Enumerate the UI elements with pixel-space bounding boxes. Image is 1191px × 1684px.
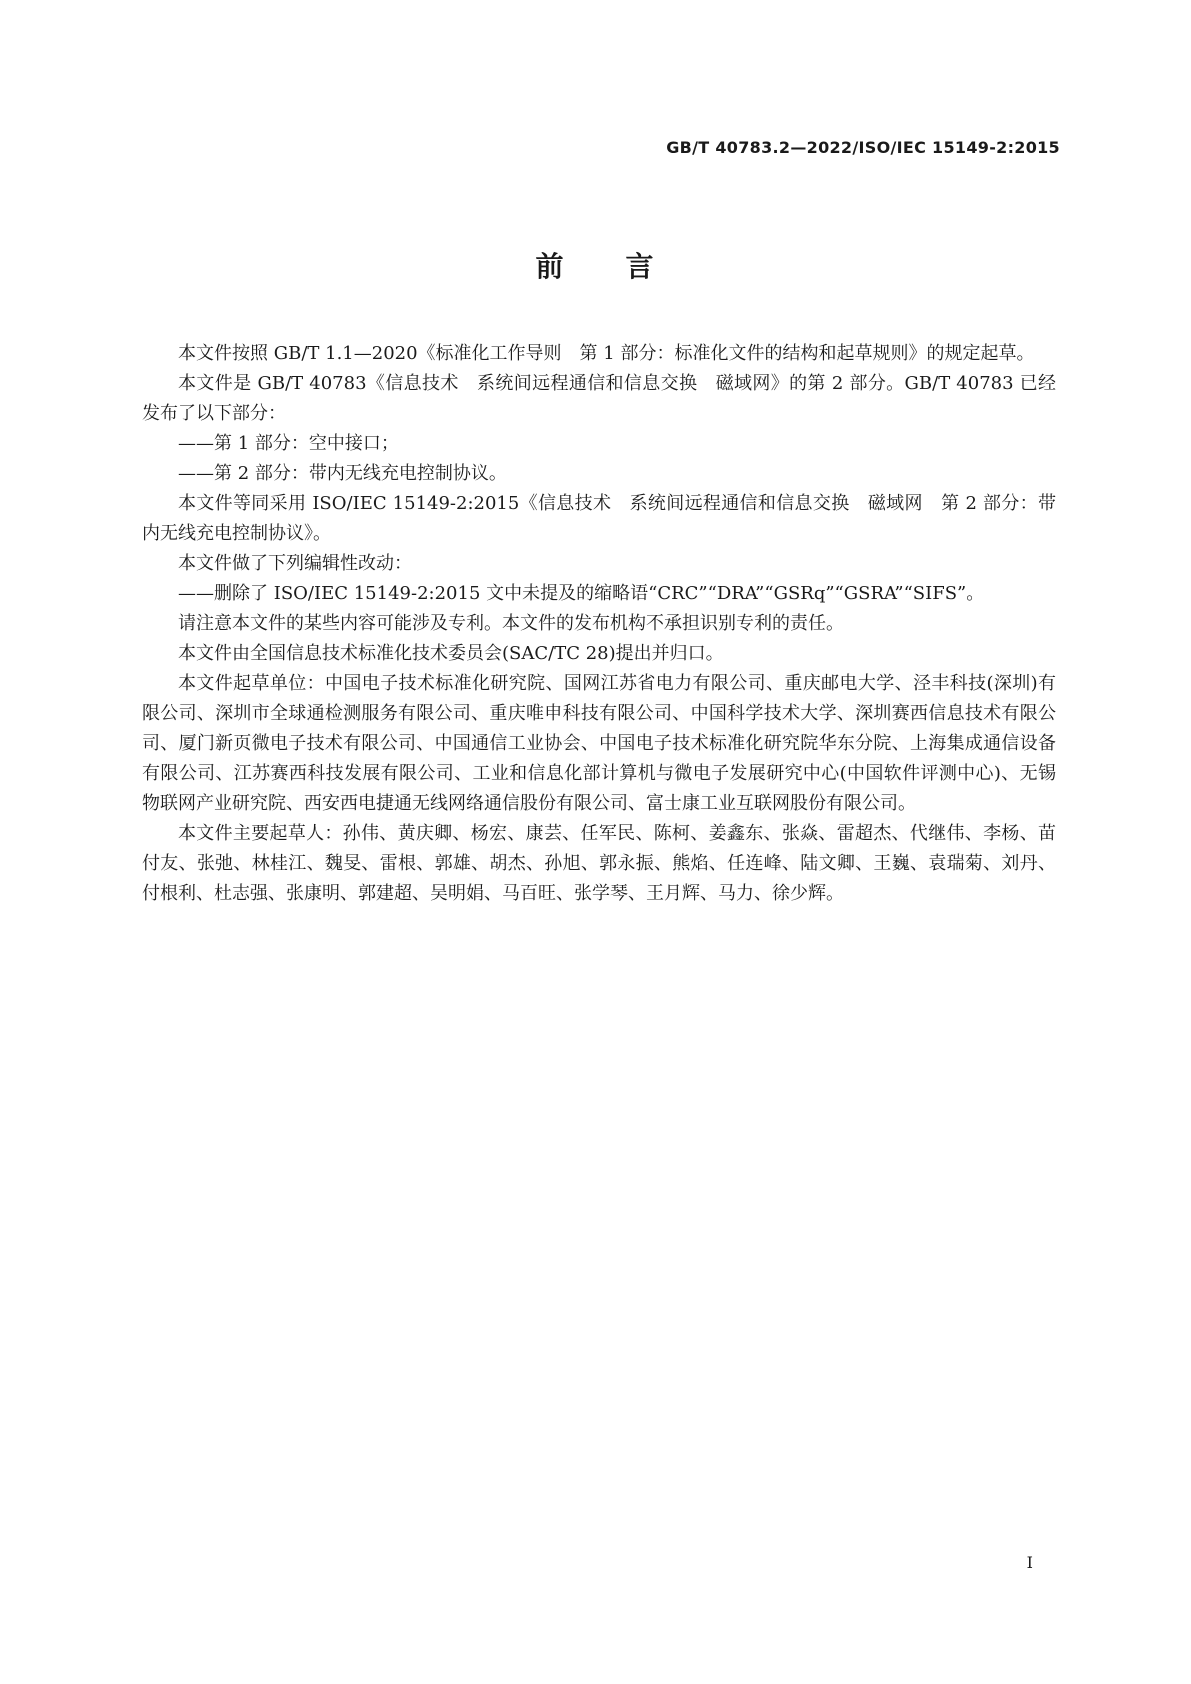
paragraph-drafting-rules: 本文件按照 GB/T 1.1—2020《标准化工作导则 第 1 部分：标准化文件的结构和起草规则》的规定起草。 xyxy=(178,343,1035,364)
list-item-part-1: ——第 1 部分：空中接口； xyxy=(178,433,399,454)
standard-number: GB/T 40783.2—2022/ISO/IEC 15149-2:2015 xyxy=(666,138,1060,157)
paragraph-proposer: 本文件由全国信息技术标准化技术委员会(SAC/TC 28)提出并归口。 xyxy=(178,643,724,664)
paragraph-drafting-units: 本文件起草单位：中国电子技术标准化研究院、国网江苏省电力有限公司、重庆邮电大学、泾丰科技(深圳)有限公司、深圳市全球通检测服务有限公司、重庆唯申科技有限公司、中国科学技术大学、深圳赛西信息技术有限公司、厦门新页微电子技术有限公司、中国通信工业协会、中国电子技术标准化研究院华东分院、上海集成通信设备有限公司、江苏赛西科技发展有限公司、工业和信息化部计算机与微电子发展研究中心(中国软件评测中心)、无锡物联网产业研究院、西安西电捷通无线网络通信股份有限公司、富士康工业互联网股份有限公司。 xyxy=(142,673,1056,814)
list-item-part-2: ——第 2 部分：带内无线充电控制协议。 xyxy=(178,463,507,484)
paragraph-drafters: 本文件主要起草人：孙伟、黄庆卿、杨宏、康芸、任军民、陈柯、姜鑫东、张焱、雷超杰、代继伟、李杨、苗付友、张弛、林桂江、魏旻、雷根、郭雄、胡杰、孙旭、郭永振、熊焰、任连峰、陆文卿、王巍、袁瑞菊、刘丹、付根利、杜志强、张康明、郭建超、吴明娟、马百旺、张学琴、王月辉、马力、徐少辉。 xyxy=(142,823,1056,904)
paragraph-series-intro: 本文件是 GB/T 40783《信息技术 系统间远程通信和信息交换 磁域网》的第 2 部分。GB/T 40783 已经发布了以下部分： xyxy=(142,373,1056,424)
paragraph-editorial-changes: 本文件做了下列编辑性改动： xyxy=(178,553,412,574)
page-title: 前 言 xyxy=(535,250,656,283)
list-item-editorial-change: ——删除了 ISO/IEC 15149-2:2015 文中未提及的缩略语“CRC”“DRA”“GSRq”“GSRA”“SIFS”。 xyxy=(178,583,985,604)
paragraph-patent-notice: 请注意本文件的某些内容可能涉及专利。本文件的发布机构不承担识别专利的责任。 xyxy=(178,613,844,634)
paragraph-adoption: 本文件等同采用 ISO/IEC 15149-2:2015《信息技术 系统间远程通信和信息交换 磁域网 第 2 部分：带内无线充电控制协议》。 xyxy=(142,493,1056,544)
foreword-body xyxy=(142,339,1056,909)
page-number: I xyxy=(1026,1553,1033,1572)
